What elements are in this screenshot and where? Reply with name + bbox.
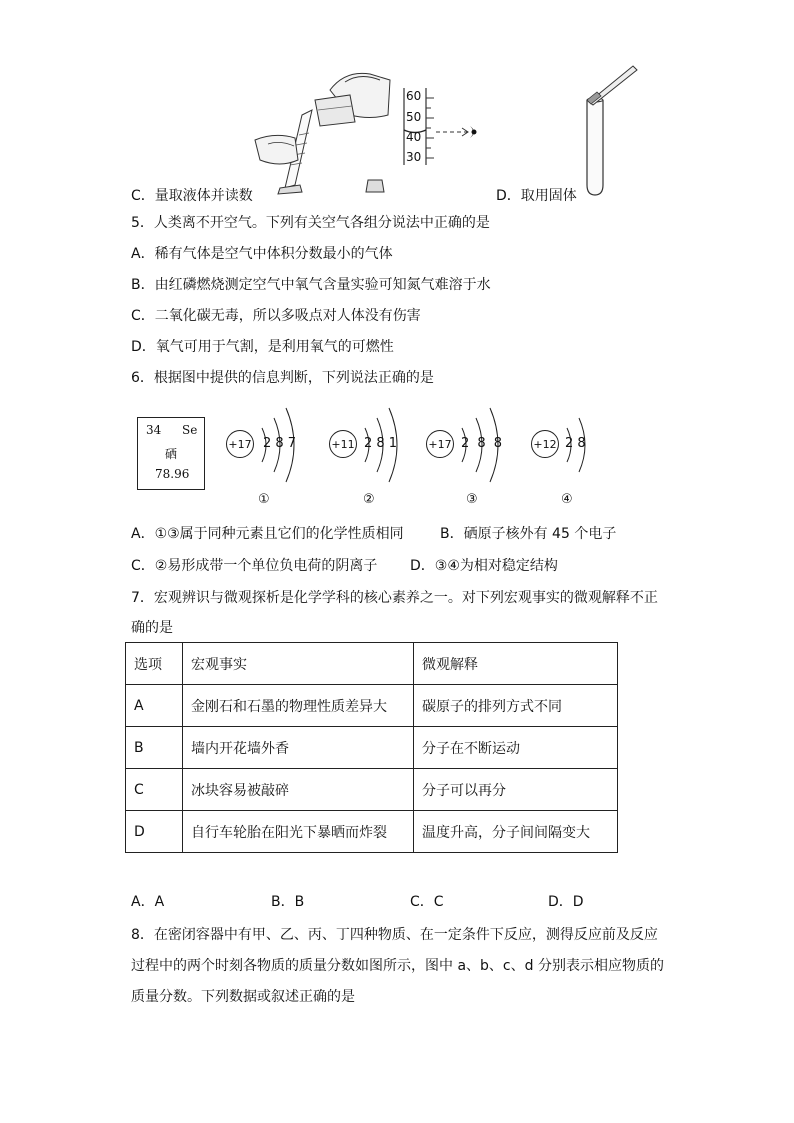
atom-label-2: ②	[363, 492, 375, 507]
element-name: 硒	[165, 447, 178, 461]
q6-stem: 6．根据图中提供的信息判断，下列说法正确的是	[131, 370, 434, 386]
electron-config-3: 2 8 8	[461, 436, 505, 451]
table-row	[126, 685, 618, 727]
periodic-table-cell-se	[137, 417, 205, 490]
table-cell: 温度升高，分子间间隔变大	[414, 811, 618, 853]
electron-config-4: 2 8	[565, 436, 586, 451]
q7-table	[125, 642, 618, 853]
q5-option-a: A．稀有气体是空气中体积分数最小的气体	[131, 246, 393, 262]
measuring-cylinder-illustration	[250, 60, 500, 195]
q4-option-c: C．量取液体并读数	[131, 188, 253, 204]
scale-label-60: 60	[406, 89, 422, 103]
table-row	[126, 769, 618, 811]
nucleus-2: +11	[329, 430, 357, 458]
atom-label-1: ①	[258, 492, 270, 507]
q5-option-b: B．由红磷燃烧测定空气中氧气含量实验可知氮气难溶于水	[131, 277, 491, 293]
scale-label-40: 40	[406, 130, 422, 144]
table-cell: D	[126, 811, 183, 853]
nucleus-3: +17	[426, 430, 454, 458]
table-cell: 碳原子的排列方式不同	[414, 685, 618, 727]
table-cell: 分子在不断运动	[414, 727, 618, 769]
table-cell: B	[126, 727, 183, 769]
atom-structure-1	[226, 400, 306, 507]
q6-option-b: B．硒原子核外有 45 个电子	[440, 526, 617, 542]
table-header-row	[126, 643, 618, 685]
element-symbol: Se	[182, 423, 198, 437]
nucleus-1: +17	[226, 430, 254, 458]
q6-option-c: C．②易形成带一个单位负电荷的阴离子	[131, 558, 378, 574]
nucleus-4: +12	[531, 430, 559, 458]
q7-option-d: D．D	[548, 894, 584, 910]
electron-config-2: 2 8 1	[364, 436, 398, 451]
atomic-mass: 78.96	[155, 467, 190, 481]
header-cell: 宏观事实	[183, 643, 414, 685]
q6-option-a: A．①③属于同种元素且它们的化学性质相同	[131, 526, 404, 542]
q7-option-c: C．C	[410, 894, 444, 910]
atom-structure-2	[329, 400, 409, 507]
q4-option-d: D．取用固体	[496, 188, 577, 204]
q5-option-d: D．氧气可用于气割，是利用氧气的可燃性	[131, 339, 394, 355]
q5-option-c: C．二氧化碳无毒，所以多吸点对人体没有伤害	[131, 308, 421, 324]
electron-config-1: 2 8 7	[263, 436, 297, 451]
test-tube-illustration	[575, 60, 645, 200]
q7-stem-line2: 确的是	[131, 620, 173, 636]
q6-option-d: D．③④为相对稳定结构	[410, 558, 558, 574]
table-cell: 金刚石和石墨的物理性质差异大	[183, 685, 414, 727]
header-cell: 微观解释	[414, 643, 618, 685]
table-cell: A	[126, 685, 183, 727]
table-row	[126, 727, 618, 769]
table-cell: 分子可以再分	[414, 769, 618, 811]
table-cell: C	[126, 769, 183, 811]
atom-label-3: ③	[466, 492, 478, 507]
q7-option-b: B．B	[271, 894, 305, 910]
q8-line1: 8．在密闭容器中有甲、乙、丙、丁四种物质、在一定条件下反应，测得反应前及反应	[131, 927, 658, 943]
atom-structure-4	[531, 400, 611, 507]
q8-line2: 过程中的两个时刻各物质的质量分数如图所示，图中 a、b、c、d 分别表示相应物质的	[131, 958, 664, 974]
table-row	[126, 811, 618, 853]
table-cell: 墙内开花墙外香	[183, 727, 414, 769]
q7-stem-line1: 7．宏观辨识与微观探析是化学学科的核心素养之一。对下列宏观事实的微观解释不正	[131, 590, 658, 606]
q5-stem: 5．人类离不开空气。下列有关空气各组分说法中正确的是	[131, 215, 490, 231]
table-cell: 冰块容易被敲碎	[183, 769, 414, 811]
q8-line3: 质量分数。下列数据或叙述正确的是	[131, 989, 355, 1005]
q7-option-a: A．A	[131, 894, 165, 910]
table-cell: 自行车轮胎在阳光下暴晒而炸裂	[183, 811, 414, 853]
atomic-number: 34	[146, 423, 162, 437]
atom-structure-3	[426, 400, 516, 507]
scale-label-30: 30	[406, 150, 422, 164]
atom-label-4: ④	[561, 492, 573, 507]
header-cell: 选项	[126, 643, 183, 685]
scale-label-50: 50	[406, 110, 422, 124]
